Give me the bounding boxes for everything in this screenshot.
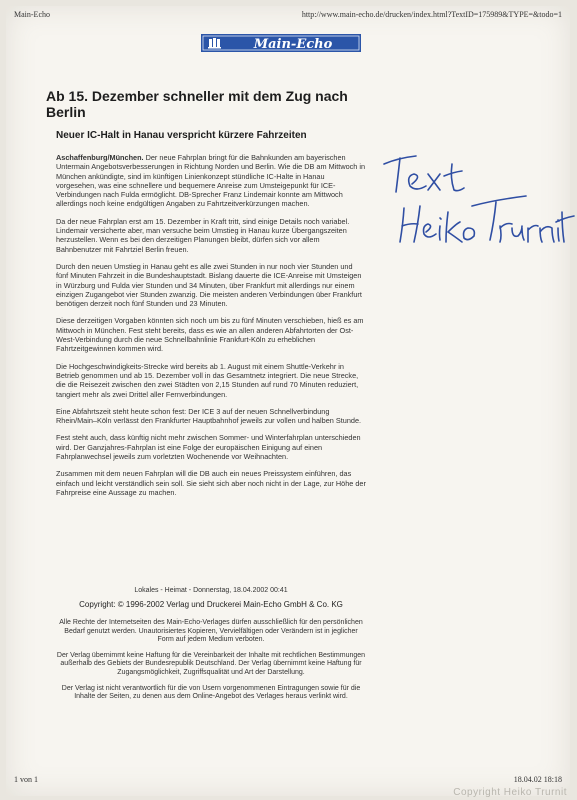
- legal-paragraph-2: Der Verlag übernimmt keine Haftung für die Vereinbarkeit der Inhalte mit rechtlichen Bestimmungen außerhalb des Gebiets der Bundesrepublik Deutschland. Der Verlag übernimmt keine Haftung für Zugangsmöglichkeit, Zugriffsqualität und Art der Darstellung.: [56, 651, 366, 676]
- print-footer-page-count: 1 von 1: [14, 775, 38, 784]
- article-paragraph-3: Durch den neuen Umstieg in Hanau geht es alle zwei Stunden in nur noch vier Stunden und fünf Minuten Fahrzeit in die Bundeshauptstadt. Bislang dauerte die ICE-Anreise mit Umsteigen in Würzburg und Fulda vier Stunden und 34 Minuten, über Frankfurt mit allerdings nur einem einzigen Zugangebot vier Stunden zwanzig. Die meisten anderen Verbindungen über Frankfurt benötigen derzeit noch fünf Stunden und 23 Minuten.: [56, 261, 362, 309]
- article-paragraph-1: Aschaffenburg/München. Der neue Fahrplan bringt für die Bahnkunden am bayerischen Untermain Angebotsverbesserungen in Richtung Norden und Berlin. Wie die DB am Mittwoch in München ankündigte, sind im künftigen Linienkonzept stündliche IC-Halte in Hanau vorgesehen, was eine schnellere und bequemere Anreise zum Umsteigepunkt für ICE-Verbindungen nach Fulda ermöglicht. DB-Sprecher Franz Lindemair konnte am Mittwoch allerdings noch keine endgültigen Angaben zu Fahrtzeitverkürzungen machen.: [56, 153, 366, 209]
- handwritten-note: [376, 146, 576, 286]
- print-header-url: http://www.main-echo.de/drucken/index.html?TextID=175989&TYPE=&todo=1: [301, 10, 562, 19]
- article-paragraph-8: Zusammen mit dem neuen Fahrplan will die DB auch ein neues Preissystem einführen, das einfach und leicht verständlich sein soll. Sie sieht sich aber noch nicht in der Lage, zur Höhe der Fahrpreise eine Aussage zu machen.: [56, 469, 366, 497]
- article-body: [56, 153, 366, 505]
- article-dateline: Aschaffenburg/München.: [56, 153, 144, 162]
- printed-page: [6, 6, 570, 796]
- main-echo-logo: [201, 32, 361, 54]
- legal-paragraph-1: Alle Rechte der Internetseiten des Main-Echo-Verlages dürfen ausschließlich für den persönlichen Bedarf genutzt werden. Unautorisiertes Kopieren, Vervielfältigen oder Verändern ist in jeglicher Form auf jedem Medium verboten.: [59, 619, 363, 644]
- svg-text:Main-Echo: Main-Echo: [253, 37, 333, 52]
- article-paragraph-4: Diese derzeitigen Vorgaben könnten sich noch um bis zu fünf Minuten verschieben, hieß es am Mittwoch in München. Fest steht bereits, dass es wie an allen anderen Abfahrtorten der Ost-West-Verbindung durch die neue Schnellbahnlinie Frankfurt-Köln zu erheblichen Fahrtzeitgewinnen kommen wird.: [56, 316, 364, 354]
- article-subheadline: Neuer IC-Halt in Hanau verspricht kürzere Fahrzeiten: [56, 130, 307, 141]
- article-meta: Lokales - Heimat - Donnerstag, 18.04.2002 00:41: [134, 587, 288, 594]
- article-paragraph-7: Fest steht auch, dass künftig nicht mehr zwischen Sommer- und Winterfahrplan unterschieden wird. Der Ganzjahres-Fahrplan ist eine Folge der europäischen Einigung auf einen Fahrplanwechsel jeweils zum vorletzten Wochenende vor Weihnachten.: [56, 433, 361, 462]
- article-paragraph-5: Die Hochgeschwindigkeits-Strecke wird bereits ab 1. August mit einem Shuttle-Verkehr in Betrieb genommen und ab 15. Dezember voll in das Gesamtnetz integriert. Die neue Strecke, die die Reisezeit zwischen den zwei Städten von 2,15 Stunden auf rund 70 Minuten reduziert, tangiert mehr als zwei Drittel aller Fernverbindungen.: [56, 361, 359, 399]
- copyright-watermark: Copyright Heiko Trurnit: [453, 787, 567, 798]
- article-paragraph-2: Da der neue Fahrplan erst am 15. Dezember in Kraft tritt, sind einige Details noch variabel. Lindemair versicherte aber, man versuche beim Umstieg in Hanau kurze Übergangszeiten herzustellen. Wenn es bei den derzeitigen Planungen bleibt, dürfen sich vor allem Bahnbenutzer mit Fahrtziel Berlin freuen.: [56, 216, 350, 254]
- copyright-notice: Copyright: © 1996-2002 Verlag und Druckerei Main-Echo GmbH & Co. KG: [79, 600, 343, 609]
- article-headline: Ab 15. Dezember schneller mit dem Zug nach Berlin: [46, 88, 348, 120]
- print-header-title: Main-Echo: [14, 10, 50, 19]
- article-paragraph-6: Eine Abfahrtszeit steht heute schon fest: Der ICE 3 auf der neuen Schnellverbindung Rhein/Main–Köln verlässt den Frankfurter Hauptbahnhof jeweils zur vollen und halben Stunde.: [56, 406, 362, 426]
- legal-paragraph-3: Der Verlag ist nicht verantwortlich für die von Usern vorgenommenen Eintragungen sowie für die Inhalte der Seiten, zu denen aus dem Online-Angebot des Verlages heraus verlinkt wird.: [61, 684, 361, 701]
- print-footer-date: 18.04.02 18:18: [513, 775, 562, 784]
- legal-notice: [56, 619, 366, 709]
